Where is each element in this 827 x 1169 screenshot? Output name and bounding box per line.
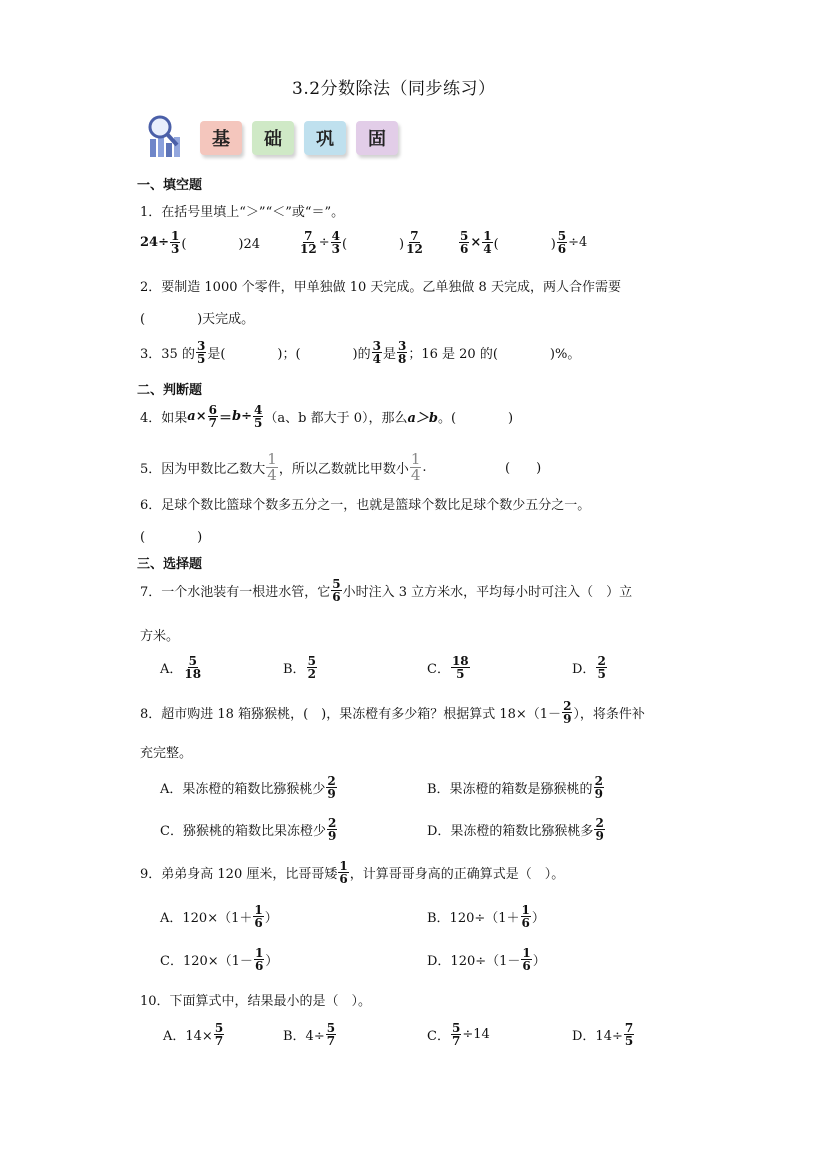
section-heading-choice: 三、选择题 bbox=[137, 557, 203, 572]
fraction-numerator: 4 bbox=[254, 403, 263, 417]
fraction-numerator: 2 bbox=[595, 816, 604, 830]
fraction bbox=[372, 340, 382, 365]
question-3 bbox=[140, 340, 580, 365]
fraction-numerator: 1 bbox=[483, 229, 492, 243]
fraction-numerator: 1 bbox=[267, 450, 277, 468]
fraction-denominator: 12 bbox=[406, 242, 423, 256]
fraction-denominator: 8 bbox=[397, 352, 407, 366]
fraction-denominator: 9 bbox=[327, 829, 337, 843]
fraction bbox=[624, 1022, 634, 1047]
fraction-numerator: 1 bbox=[254, 903, 263, 917]
text-segment: A． bbox=[160, 662, 183, 677]
banner-tile-4: 固 bbox=[356, 121, 398, 155]
fraction bbox=[307, 655, 317, 680]
fraction-denominator: 7 bbox=[451, 1034, 461, 1048]
text-segment: a＞b bbox=[407, 411, 438, 426]
fraction-numerator: 5 bbox=[326, 1021, 336, 1035]
q9-option-a[interactable] bbox=[160, 904, 278, 929]
q8-option-d[interactable] bbox=[427, 817, 606, 842]
text-segment: C．120×（1－ bbox=[160, 954, 253, 969]
text-segment: ） bbox=[532, 954, 546, 969]
q1-expr-a bbox=[140, 230, 260, 255]
fraction bbox=[451, 1022, 461, 1047]
text-segment: C． bbox=[427, 1029, 450, 1044]
fraction-denominator: 12 bbox=[300, 242, 317, 256]
magnifier-chart-icon bbox=[140, 113, 196, 163]
q9-option-b[interactable] bbox=[427, 904, 545, 929]
fraction bbox=[557, 230, 567, 255]
fraction-numerator: 5 bbox=[460, 229, 469, 243]
fraction-denominator: 4 bbox=[483, 242, 492, 256]
q1-a-pre: 24÷ bbox=[140, 235, 169, 250]
banner-tile-3: 巩 bbox=[304, 121, 346, 155]
fraction-numerator: 5 bbox=[214, 1021, 224, 1035]
q7-option-b[interactable] bbox=[283, 655, 318, 680]
fraction-denominator: 5 bbox=[597, 667, 606, 681]
text-segment: a bbox=[187, 409, 196, 424]
text-segment: C． bbox=[427, 662, 450, 677]
fraction-denominator: 5 bbox=[254, 416, 263, 430]
text-segment: 3．35 的 bbox=[140, 347, 195, 362]
fraction-numerator: 1 bbox=[410, 450, 421, 468]
question-8-line2: 充完整。 bbox=[140, 746, 193, 761]
fraction-denominator: 6 bbox=[522, 959, 531, 973]
text-segment: B． bbox=[283, 662, 306, 677]
fraction-denominator: 6 bbox=[332, 590, 341, 604]
section-banner bbox=[140, 113, 400, 163]
fraction-numerator: 2 bbox=[327, 816, 337, 830]
question-7-line2: 方米。 bbox=[140, 629, 180, 644]
fraction-denominator: 9 bbox=[563, 712, 572, 726]
q9-option-c[interactable] bbox=[160, 947, 278, 972]
fraction bbox=[196, 340, 206, 365]
fraction bbox=[253, 404, 263, 429]
fraction-numerator: 7 bbox=[410, 229, 419, 243]
text-segment: ÷14 bbox=[462, 1027, 490, 1042]
fraction-denominator: 4 bbox=[410, 466, 421, 484]
answer-blank[interactable]: ( ) bbox=[341, 237, 405, 252]
text-segment: . bbox=[422, 460, 427, 475]
text-segment: C．猕猴桃的箱数比果冻橙少 bbox=[160, 824, 326, 839]
question-1: 1．在括号里填上“＞”“＜”或“＝”。 bbox=[140, 205, 345, 220]
fraction-denominator: 5 bbox=[196, 352, 206, 366]
fraction-numerator: 1 bbox=[522, 946, 531, 960]
fraction bbox=[326, 775, 336, 800]
page-title: 3.2分数除法（同步练习） bbox=[292, 79, 496, 99]
fraction-numerator: 3 bbox=[196, 339, 206, 353]
fraction bbox=[459, 230, 469, 255]
fraction-numerator: 2 bbox=[327, 774, 336, 788]
fraction bbox=[331, 578, 341, 603]
fraction-denominator: 9 bbox=[327, 787, 336, 801]
fraction-denominator: 6 bbox=[254, 916, 263, 930]
fraction-denominator: 9 bbox=[594, 787, 603, 801]
fraction-denominator: 4 bbox=[267, 466, 277, 484]
text-segment: ＝ bbox=[218, 411, 232, 426]
q10-option-b[interactable] bbox=[283, 1022, 337, 1047]
text-segment: （a、b 都大于 0），那么 bbox=[264, 411, 408, 426]
fraction-numerator: 3 bbox=[397, 339, 407, 353]
q1-expr-b bbox=[298, 230, 425, 255]
operator: × bbox=[470, 235, 482, 250]
text-segment: B．120÷（1＋ bbox=[427, 911, 520, 926]
fraction-numerator: 5 bbox=[307, 654, 316, 668]
fraction-denominator: 7 bbox=[208, 416, 217, 430]
text-segment: ），将条件补 bbox=[573, 707, 645, 722]
fraction-denominator: 6 bbox=[557, 242, 567, 256]
fraction bbox=[338, 860, 348, 885]
fraction-numerator: 6 bbox=[208, 403, 217, 417]
text-segment: 是 bbox=[382, 347, 396, 362]
text-segment: 是( )；( )的 bbox=[207, 347, 371, 362]
fraction bbox=[331, 230, 341, 255]
q8-option-c[interactable] bbox=[160, 817, 338, 842]
fraction-numerator: 1 bbox=[339, 859, 348, 873]
q1-expr-c bbox=[458, 230, 587, 255]
fraction bbox=[482, 230, 492, 255]
fraction-numerator: 5 bbox=[332, 577, 341, 591]
q10-option-a[interactable] bbox=[163, 1022, 225, 1047]
text-segment: D．14÷ bbox=[572, 1029, 623, 1044]
fraction-numerator: 5 bbox=[557, 229, 567, 243]
banner-tile-1: 基 bbox=[200, 121, 242, 155]
fraction-denominator: 4 bbox=[372, 352, 381, 366]
fraction bbox=[170, 230, 180, 255]
text-segment: 4．如果 bbox=[140, 411, 188, 426]
fraction-denominator: 3 bbox=[331, 242, 340, 256]
banner-tile-2: 础 bbox=[252, 121, 294, 155]
fraction-numerator: 7 bbox=[624, 1021, 634, 1035]
text-segment: ；16 是 20 的( )%。 bbox=[408, 347, 581, 362]
q8-option-b[interactable] bbox=[427, 775, 605, 800]
fraction-numerator: 5 bbox=[188, 654, 197, 668]
text-segment: A．120×（1＋ bbox=[160, 911, 253, 926]
q7-option-a[interactable] bbox=[160, 655, 203, 680]
fraction bbox=[327, 817, 337, 842]
text-segment: × bbox=[195, 409, 207, 424]
text-segment: 8．超市购进 18 箱猕猴桃，( )，果冻橙有多少箱？根据算式 18×（1－ bbox=[140, 707, 562, 722]
fraction bbox=[521, 904, 531, 929]
fraction-numerator: 2 bbox=[594, 774, 603, 788]
text-segment: B．果冻橙的箱数是猕猴桃的 bbox=[427, 782, 593, 797]
fraction bbox=[183, 655, 202, 680]
q5-answer-blank[interactable]: ( ) bbox=[505, 461, 542, 476]
operator: ÷ bbox=[318, 235, 330, 250]
fraction-denominator: 9 bbox=[595, 829, 604, 843]
fraction bbox=[410, 452, 422, 483]
fraction-denominator: 6 bbox=[521, 916, 530, 930]
question-6-line1: 6．足球个数比篮球个数多五分之一，也就是篮球个数比足球个数少五分之一。 bbox=[140, 498, 591, 513]
fraction-numerator: 2 bbox=[597, 654, 606, 668]
fraction-denominator: 6 bbox=[339, 872, 348, 886]
text-segment: 7．一个水池装有一根进水管，它 bbox=[140, 585, 331, 600]
fraction-numerator: 2 bbox=[563, 699, 572, 713]
q10-option-c[interactable] bbox=[427, 1022, 490, 1047]
fraction-denominator: 7 bbox=[326, 1034, 336, 1048]
question-7 bbox=[140, 578, 632, 603]
answer-blank[interactable]: ( ) bbox=[493, 237, 556, 252]
text-segment: D．120÷（1－ bbox=[427, 954, 521, 969]
fraction-numerator: 3 bbox=[372, 339, 381, 353]
text-segment: ，计算哥哥身高的正确算式是（ ）。 bbox=[349, 867, 565, 882]
text-segment: A．果冻橙的箱数比猕猴桃少 bbox=[160, 782, 326, 797]
fraction-numerator: 5 bbox=[451, 1021, 461, 1035]
fraction bbox=[405, 230, 424, 255]
q10-option-d[interactable] bbox=[572, 1022, 635, 1047]
q1-c-post: ÷4 bbox=[568, 235, 588, 250]
q7-option-c[interactable] bbox=[427, 655, 471, 680]
section-heading-fill: 一、填空题 bbox=[137, 178, 203, 193]
text-segment: 。( ) bbox=[437, 411, 514, 426]
fraction bbox=[596, 655, 606, 680]
text-segment: ） bbox=[265, 954, 279, 969]
fraction-numerator: 1 bbox=[521, 903, 530, 917]
text-segment: b bbox=[232, 409, 242, 424]
text-segment: D． bbox=[572, 662, 596, 677]
fraction-numerator: 4 bbox=[331, 229, 340, 243]
text-segment: ÷ bbox=[241, 409, 252, 424]
question-6-line2[interactable]: ( ) bbox=[140, 530, 203, 545]
text-segment: B．4÷ bbox=[283, 1029, 325, 1044]
answer-blank[interactable]: ( )24 bbox=[181, 237, 261, 252]
text-segment: ） bbox=[264, 911, 278, 926]
text-segment: D．果冻橙的箱数比猕猴桃多 bbox=[427, 824, 594, 839]
q9-option-d[interactable] bbox=[427, 947, 546, 972]
fraction-denominator: 3 bbox=[170, 242, 180, 256]
fraction bbox=[299, 230, 318, 255]
fraction bbox=[214, 1022, 224, 1047]
fraction bbox=[266, 452, 278, 483]
fraction bbox=[521, 947, 531, 972]
fraction bbox=[451, 655, 470, 680]
question-5 bbox=[140, 452, 427, 483]
fraction-denominator: 6 bbox=[254, 959, 264, 973]
fraction bbox=[594, 817, 604, 842]
text-segment: 小时注入 3 立方米水，平均每小时可注入（ ）立 bbox=[342, 585, 633, 600]
question-4 bbox=[140, 404, 513, 429]
fraction bbox=[254, 947, 264, 972]
q8-option-a[interactable] bbox=[160, 775, 338, 800]
fraction-denominator: 2 bbox=[307, 667, 316, 681]
fraction-denominator: 18 bbox=[184, 667, 202, 681]
fraction-numerator: 18 bbox=[451, 654, 469, 668]
fraction bbox=[208, 404, 218, 429]
question-10: 10．下面算式中，结果最小的是（ ）。 bbox=[140, 994, 372, 1009]
fraction-numerator: 1 bbox=[254, 946, 264, 960]
fraction-denominator: 5 bbox=[456, 667, 465, 681]
fraction-denominator: 6 bbox=[460, 242, 469, 256]
fraction bbox=[253, 904, 263, 929]
section-heading-judge: 二、判断题 bbox=[137, 383, 203, 398]
fraction-denominator: 7 bbox=[214, 1034, 224, 1048]
text-segment: 5．因为甲数比乙数大 bbox=[140, 462, 266, 477]
fraction bbox=[326, 1022, 336, 1047]
text-segment: A．14× bbox=[163, 1029, 213, 1044]
question-2-line1: 2．要制造 1000 个零件，甲单独做 10 天完成。乙单独做 8 天完成，两人合作需要 bbox=[140, 280, 621, 295]
q7-option-d[interactable] bbox=[572, 655, 608, 680]
question-2-line2[interactable]: ( )天完成。 bbox=[140, 312, 255, 327]
question-8 bbox=[140, 700, 645, 725]
fraction-numerator: 7 bbox=[304, 229, 313, 243]
fraction bbox=[594, 775, 604, 800]
fraction-numerator: 1 bbox=[170, 229, 180, 243]
text-segment: 9．弟弟身高 120 厘米，比哥哥矮 bbox=[140, 867, 338, 882]
text-segment: ） bbox=[531, 911, 545, 926]
question-9 bbox=[140, 860, 564, 885]
fraction bbox=[562, 700, 572, 725]
fraction bbox=[397, 340, 407, 365]
fraction-denominator: 5 bbox=[624, 1034, 634, 1048]
text-segment: ，所以乙数就比甲数小 bbox=[278, 462, 409, 477]
